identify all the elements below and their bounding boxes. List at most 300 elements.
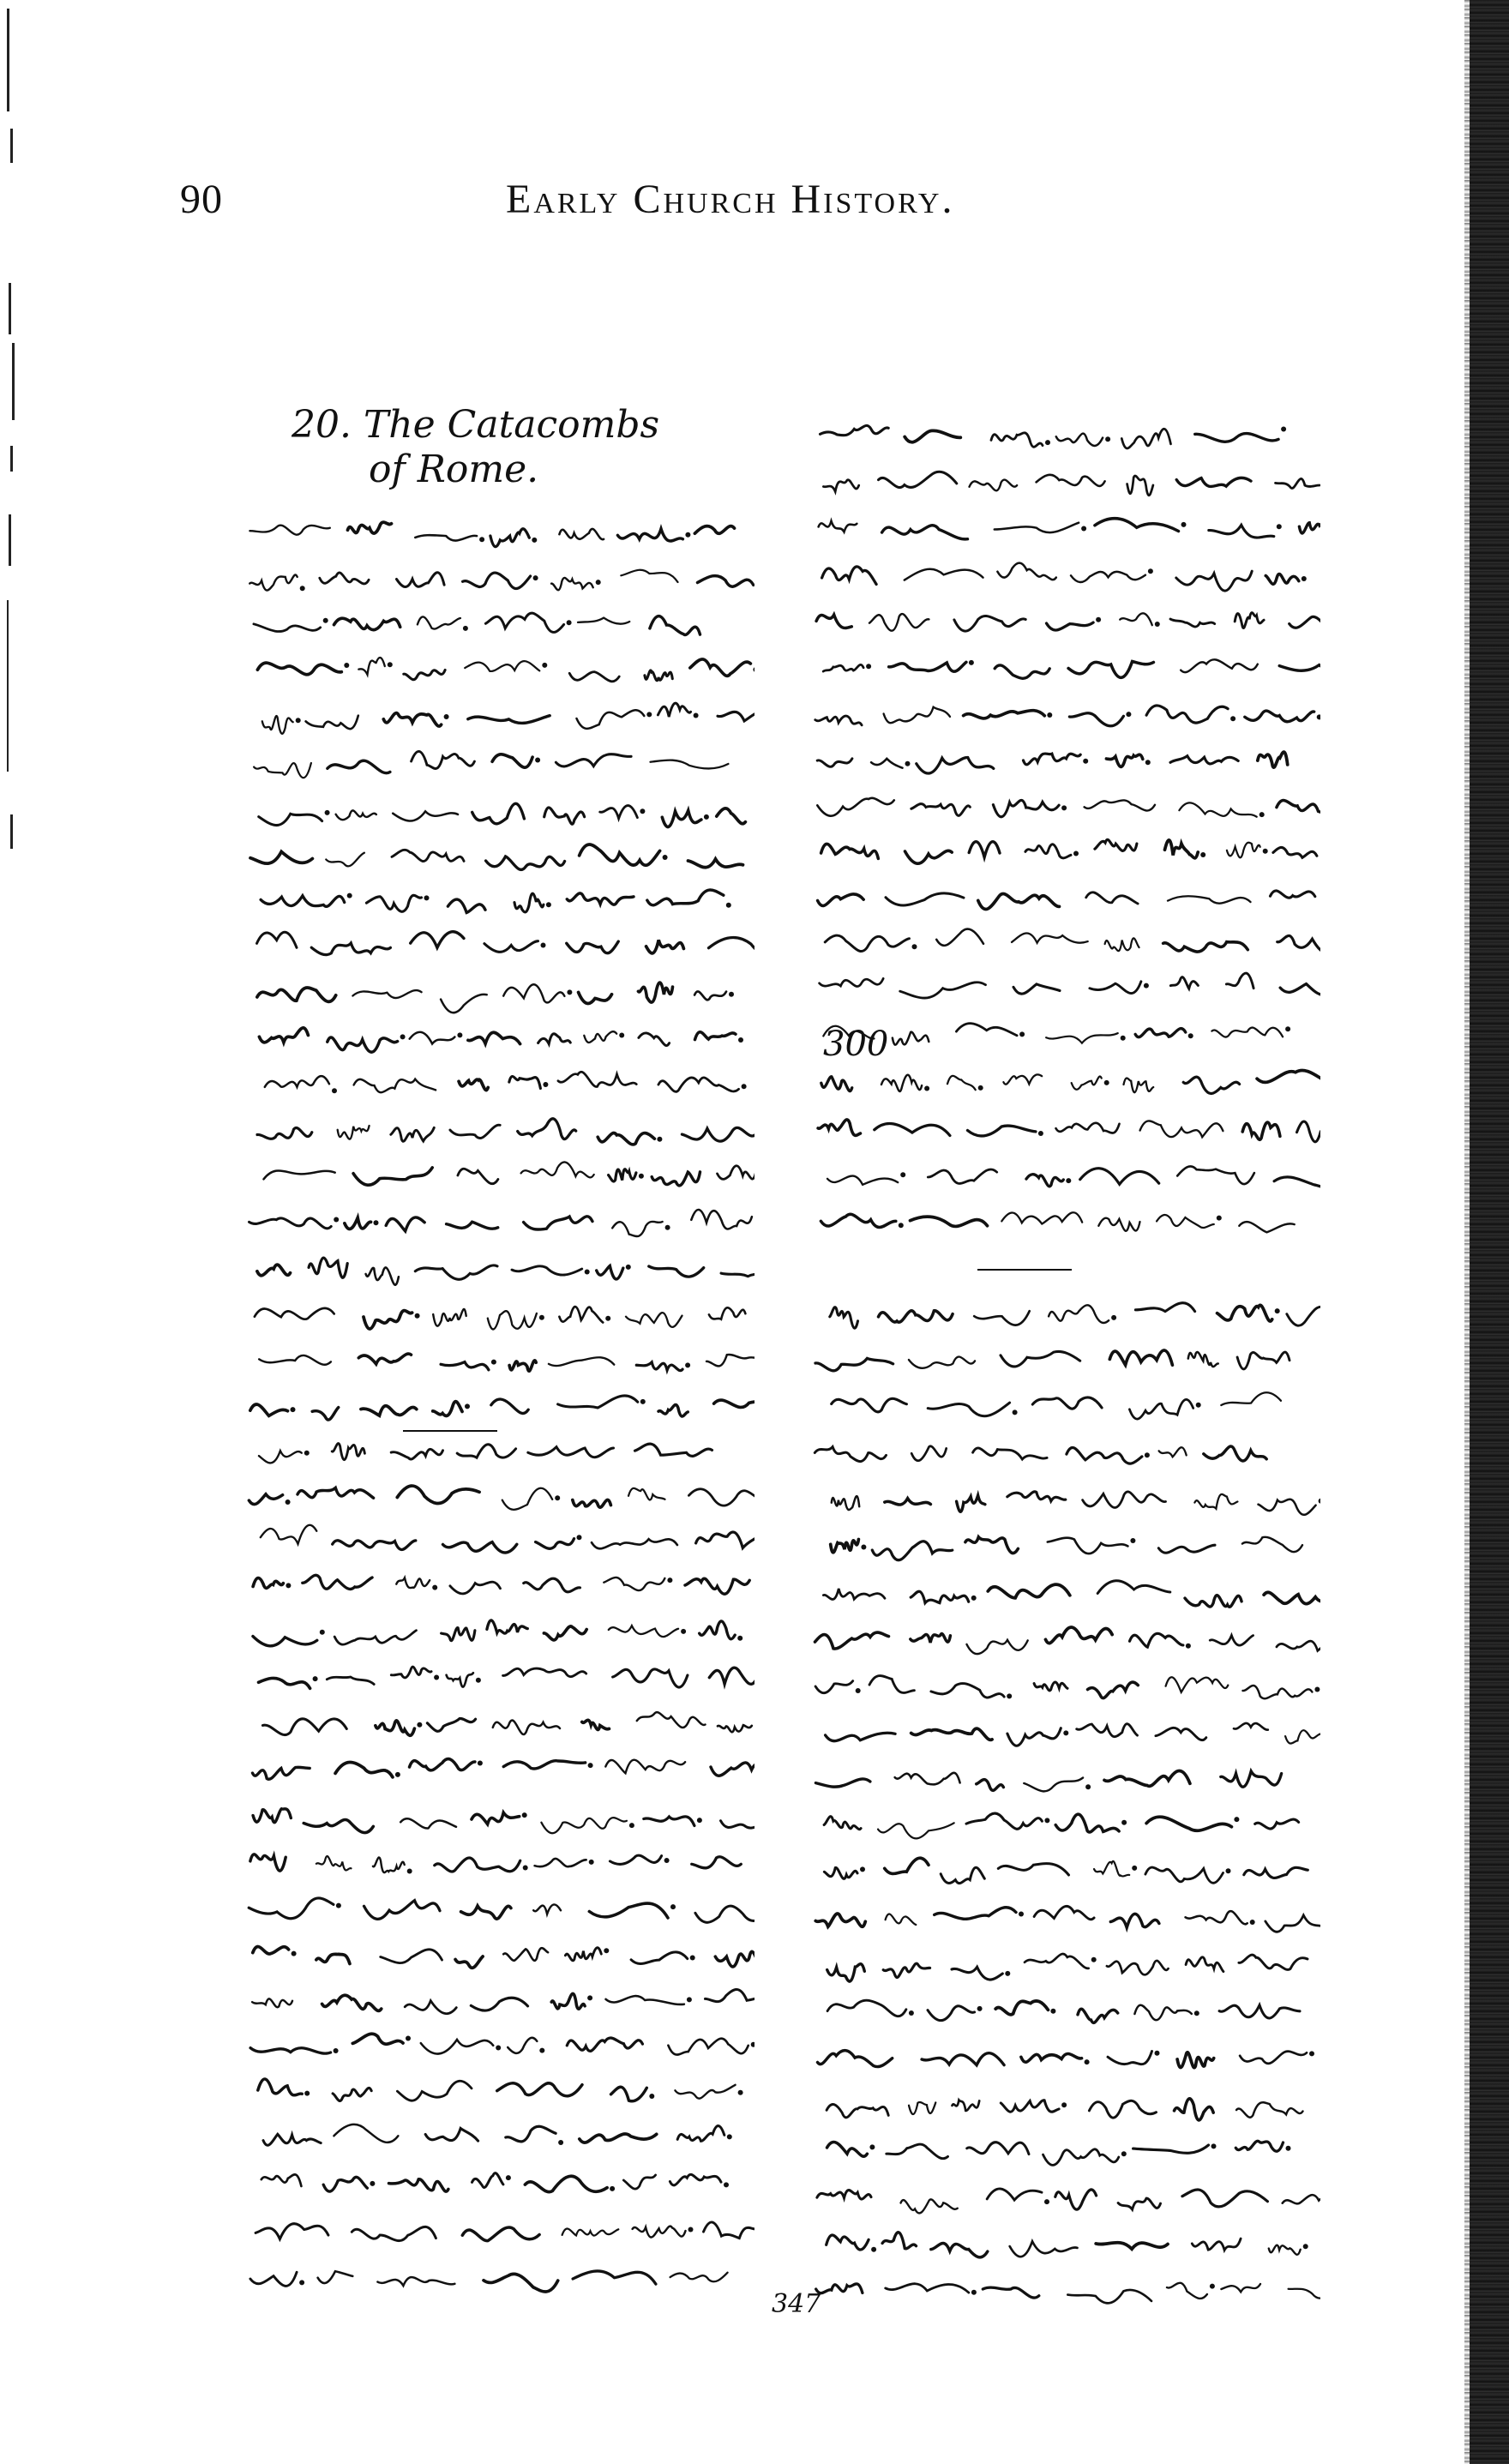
shorthand-stroke [457, 1445, 515, 1457]
shorthand-stroke [623, 2175, 655, 2189]
shorthand-dot [1019, 1031, 1025, 1037]
shorthand-stroke [825, 935, 909, 952]
shorthand-stroke [312, 1408, 339, 1420]
shorthand-stroke [249, 1218, 332, 1229]
shorthand-dot [605, 1316, 610, 1321]
shorthand-stroke [1068, 662, 1153, 678]
shorthand-dot [1200, 852, 1205, 857]
shorthand-stroke [995, 665, 1049, 678]
scan-margin-artifacts [5, 0, 24, 1029]
shorthand-dot [523, 1866, 528, 1871]
shorthand-stroke [1157, 1215, 1214, 1228]
shorthand-stroke [427, 1718, 475, 1731]
shorthand-stroke [1245, 711, 1314, 722]
shorthand-dot [1230, 716, 1235, 721]
shorthand-stroke [628, 1488, 665, 1500]
shorthand-stroke [995, 2001, 1048, 2015]
shorthand-dot [491, 1360, 496, 1365]
shorthand-stroke [884, 707, 950, 724]
shorthand-stroke [998, 1864, 1068, 1875]
shorthand-stroke [956, 1024, 1017, 1036]
shorthand-stroke [544, 1626, 586, 1640]
shorthand-stroke [821, 844, 879, 858]
shorthand-stroke [493, 1721, 560, 1734]
shorthand-dot [694, 713, 699, 718]
shorthand-stroke [262, 1719, 346, 1735]
shorthand-dot [1314, 1687, 1320, 1692]
shorthand-stroke [1032, 1397, 1102, 1409]
shorthand-stroke [551, 1993, 585, 2009]
shorthand-stroke [366, 1267, 399, 1284]
shorthand-stroke [352, 2227, 436, 2240]
shorthand-stroke [647, 890, 724, 905]
shorthand-dot [1181, 522, 1187, 527]
shorthand-dot [900, 1172, 905, 1177]
shorthand-dot [543, 1082, 548, 1087]
shorthand-stroke [433, 1309, 466, 1326]
shorthand-stroke [1047, 622, 1094, 630]
shorthand-dot [670, 1904, 676, 1909]
shorthand-stroke [883, 1963, 929, 1977]
right-column [772, 403, 1320, 2341]
shorthand-dot [738, 1037, 743, 1043]
shorthand-stroke [991, 433, 1043, 448]
shorthand-dot [415, 1313, 420, 1319]
shorthand-stroke [1287, 1307, 1320, 1325]
shorthand-stroke [1012, 933, 1088, 942]
shorthand-stroke [1001, 2100, 1059, 2112]
shorthand-dot [1007, 1693, 1012, 1698]
shorthand-stroke [393, 811, 458, 820]
shorthand-stroke [578, 618, 629, 624]
shorthand-stroke [249, 526, 329, 535]
shorthand-stroke [253, 1809, 291, 1823]
shorthand-dot [1144, 983, 1149, 989]
shorthand-dot [424, 895, 430, 900]
shorthand-stroke [889, 662, 966, 671]
shorthand-stroke [366, 895, 421, 911]
shorthand-stroke [879, 472, 957, 487]
shorthand-stroke [1183, 1077, 1239, 1093]
shorthand-stroke [718, 705, 754, 721]
shorthand-stroke [832, 1496, 859, 1510]
shorthand-dot [296, 718, 301, 723]
shorthand-stroke [258, 2079, 302, 2095]
shorthand-stroke [636, 1362, 682, 1371]
shorthand-stroke [265, 1076, 329, 1087]
shorthand-dot [737, 1636, 742, 1641]
shorthand-stroke [1264, 1592, 1320, 1603]
shorthand-stroke [257, 932, 298, 947]
shorthand-dot [1196, 1403, 1201, 1408]
shorthand-stroke [397, 573, 445, 587]
shorthand-dot [667, 1578, 672, 1583]
shorthand-stroke [1242, 1537, 1302, 1552]
shorthand-stroke [381, 1950, 442, 1963]
shorthand-stroke [1239, 1955, 1308, 1969]
shorthand-stroke [536, 1539, 574, 1549]
shorthand-dot [533, 575, 538, 580]
shorthand-dot [751, 2042, 754, 2047]
shorthand-stroke [1182, 2190, 1268, 2207]
shorthand-stroke [484, 2274, 558, 2292]
shorthand-stroke [328, 1037, 398, 1052]
shorthand-dot [646, 712, 652, 717]
shorthand-stroke [905, 430, 960, 442]
shorthand-stroke [459, 1079, 488, 1090]
shorthand-dot [639, 1174, 644, 1179]
shorthand-stroke [250, 2272, 297, 2286]
shorthand-stroke [815, 1632, 889, 1649]
shorthand-dot [344, 663, 349, 668]
shorthand-stroke [502, 1488, 552, 1510]
shorthand-stroke [535, 1859, 586, 1866]
shorthand-stroke [882, 526, 968, 539]
shorthand-stroke [941, 1867, 984, 1883]
shorthand-stroke [404, 670, 445, 680]
shorthand-stroke [252, 1998, 292, 2007]
shorthand-stroke [604, 1578, 664, 1590]
shorthand-stroke [606, 1996, 684, 2004]
shorthand-stroke [316, 1856, 352, 1871]
shorthand-stroke [823, 480, 858, 492]
shorthand-stroke [1046, 1033, 1118, 1043]
shorthand-dot [1121, 1820, 1127, 1825]
shorthand-stroke [1274, 1177, 1320, 1191]
shorthand-stroke [358, 658, 385, 675]
shorthand-dot [596, 580, 601, 585]
shorthand-stroke [1175, 2099, 1214, 2120]
shorthand-stroke [644, 1817, 694, 1826]
shorthand-stroke [964, 711, 1045, 718]
shorthand-stroke [1258, 752, 1288, 767]
shorthand-stroke [377, 2277, 454, 2286]
shorthand-dot [1148, 568, 1153, 574]
shorthand-stroke [448, 899, 485, 912]
shorthand-dot [532, 538, 537, 543]
shorthand-stroke [911, 1728, 992, 1740]
shorthand-stroke [815, 1447, 886, 1462]
shorthand-stroke [565, 1948, 601, 1961]
shorthand-stroke [820, 978, 884, 986]
shorthand-stroke [411, 932, 464, 948]
shorthand-stroke [922, 2053, 1004, 2065]
shorthand-stroke [658, 703, 690, 717]
shorthand-stroke [1107, 1961, 1169, 1974]
shorthand-dot [587, 1995, 592, 2000]
shorthand-stroke [819, 521, 857, 532]
scan-edge-border [1470, 0, 1509, 2464]
shorthand-stroke [1001, 1351, 1080, 1367]
shorthand-stroke [815, 1358, 893, 1370]
shorthand-stroke [559, 529, 604, 539]
shorthand-stroke [1226, 973, 1253, 989]
shorthand-stroke [827, 2235, 869, 2250]
shorthand-stroke [253, 1637, 317, 1646]
shorthand-stroke [617, 529, 682, 541]
shorthand-stroke [882, 2233, 916, 2249]
shorthand-stroke [254, 624, 321, 632]
shorthand-stroke [646, 940, 684, 953]
shorthand-dot [1038, 1131, 1043, 1136]
shorthand-stroke [626, 1313, 682, 1327]
shorthand-stroke [691, 1210, 752, 1229]
shorthand-dot [753, 667, 754, 672]
shorthand-dot [1286, 2146, 1291, 2151]
shorthand-stroke [698, 576, 754, 587]
shorthand-stroke [823, 1589, 885, 1599]
shorthand-dot [313, 1676, 318, 1681]
shorthand-dot [541, 943, 546, 948]
shorthand-stroke [410, 1759, 475, 1770]
shorthand-stroke [1083, 1492, 1166, 1508]
shorthand-stroke [1219, 2005, 1300, 2018]
shorthand-stroke [1069, 713, 1123, 726]
shorthand-stroke [817, 2191, 871, 2199]
shorthand-stroke [1221, 1771, 1282, 1787]
shorthand-stroke [1168, 896, 1251, 903]
shorthand-stroke [947, 1076, 976, 1090]
shorthand-stroke [1133, 2145, 1209, 2153]
shorthand-stroke [509, 1361, 536, 1371]
shorthand-dot [479, 537, 484, 542]
shorthand-dot [1194, 2010, 1199, 2016]
shorthand-stroke [1134, 2005, 1191, 2020]
shorthand-stroke [1257, 1071, 1320, 1085]
shorthand-stroke [936, 929, 983, 946]
shorthand-stroke [514, 893, 544, 912]
shorthand-stroke [334, 618, 400, 629]
shorthand-stroke [512, 1266, 582, 1275]
shorthand-dot [589, 1860, 594, 1865]
shorthand-stroke [421, 2040, 493, 2054]
shorthand-stroke [821, 1077, 852, 1091]
shorthand-stroke [823, 664, 863, 671]
shorthand-stroke [262, 716, 293, 734]
shorthand-stroke [1244, 1867, 1308, 1878]
shorthand-stroke [1037, 475, 1105, 486]
shorthand-stroke [567, 893, 634, 904]
shorthand-dot [432, 1585, 437, 1590]
shorthand-stroke [639, 1033, 670, 1046]
shorthand-stroke [259, 1355, 331, 1365]
shorthand-stroke [1034, 1906, 1094, 1919]
shorthand-dot [320, 1630, 325, 1635]
shorthand-stroke [1192, 2239, 1241, 2250]
shorthand-stroke [558, 1072, 636, 1086]
shorthand-stroke [637, 1712, 706, 1728]
shorthand-dot [1091, 1957, 1097, 1962]
shorthand-dot [400, 1034, 406, 1039]
shorthand-stroke [348, 522, 392, 533]
shorthand-stroke [1269, 2245, 1301, 2255]
shorthand-stroke [1108, 2052, 1152, 2064]
shorthand-stroke [1025, 1954, 1089, 1968]
section-title-line1: 20. The Catacombs [292, 403, 660, 447]
shorthand-stroke [468, 716, 550, 724]
shorthand-dot [1281, 427, 1286, 432]
shorthand-stroke [886, 1914, 917, 1925]
shorthand-stroke [1025, 844, 1071, 858]
shorthand-stroke [1098, 1218, 1139, 1231]
shorthand-stroke [400, 1818, 456, 1828]
shorthand-stroke [257, 1265, 291, 1276]
shorthand-stroke [391, 1449, 442, 1459]
shorthand-dot [905, 761, 911, 766]
shorthand-stroke [1266, 1915, 1320, 1932]
shorthand-stroke [1013, 984, 1060, 994]
shorthand-dot [1226, 1868, 1231, 1873]
shorthand-stroke [1127, 476, 1153, 496]
shorthand-dot [1073, 851, 1079, 856]
shorthand-stroke [1237, 1352, 1290, 1369]
shorthand-stroke [255, 1308, 334, 1319]
shorthand-stroke [1211, 1028, 1283, 1037]
shorthand-stroke [567, 2038, 642, 2051]
shorthand-stroke [715, 1951, 754, 1967]
shorthand-stroke [472, 1812, 520, 1824]
shorthand-stroke [1086, 892, 1138, 904]
shorthand-stroke [700, 1621, 736, 1639]
shorthand-stroke [928, 1403, 1009, 1416]
shorthand-stroke [1104, 1770, 1190, 1786]
shorthand-stroke [869, 1676, 914, 1693]
shorthand-stroke [503, 1761, 585, 1769]
number-300: 300 [823, 1025, 889, 1064]
shorthand-stroke [1242, 1122, 1280, 1139]
shorthand-stroke [675, 2085, 735, 2099]
shorthand-stroke [824, 1867, 857, 1878]
shorthand-stroke [635, 1444, 712, 1456]
shorthand-stroke [584, 1031, 616, 1043]
section-title-line2: of Rome. [369, 448, 539, 491]
shorthand-dot [1188, 1033, 1193, 1038]
shorthand-stroke [610, 1855, 661, 1864]
shorthand-stroke [309, 1258, 347, 1277]
shorthand-stroke [709, 937, 755, 954]
shorthand-stroke [815, 1779, 870, 1787]
shorthand-stroke [690, 659, 751, 676]
shorthand-stroke [592, 1539, 677, 1548]
shorthand-dot [444, 714, 449, 719]
shorthand-stroke [1118, 2198, 1160, 2209]
shorthand-stroke [261, 896, 345, 907]
shorthand-stroke [1090, 982, 1141, 994]
shorthand-stroke [450, 1125, 500, 1138]
shorthand-stroke [418, 616, 460, 628]
shorthand-stroke [1159, 1447, 1187, 1457]
shorthand-stroke [472, 2173, 503, 2188]
shorthand-stroke [1088, 1682, 1139, 1698]
shorthand-dot [729, 992, 734, 997]
shorthand-stroke [677, 2126, 724, 2142]
shorthand-stroke [871, 759, 902, 768]
shorthand-stroke [484, 941, 538, 953]
shorthand-stroke [1048, 1538, 1128, 1554]
shorthand-stroke [1195, 434, 1278, 442]
shorthand-dot [567, 620, 572, 625]
shorthand-dot [860, 1866, 865, 1872]
shorthand-stroke [455, 1956, 483, 1968]
shorthand-stroke [250, 1854, 286, 1871]
shorthand-stroke [249, 575, 298, 591]
shorthand-stroke [1210, 1636, 1253, 1646]
shorthand-stroke [978, 894, 1060, 910]
shorthand-stroke [694, 991, 726, 1000]
shorthand-stroke [468, 1032, 520, 1043]
shorthand-stroke [831, 1540, 859, 1553]
shorthand-dot [1104, 1080, 1109, 1085]
shorthand-dot [1105, 436, 1110, 442]
shorthand-stroke [997, 563, 1055, 580]
shorthand-stroke [900, 983, 986, 998]
shorthand-stroke [611, 2087, 647, 2101]
shorthand-dot [1211, 2143, 1217, 2148]
shorthand-stroke [577, 710, 645, 729]
shorthand-stroke [573, 1499, 611, 1507]
shorthand-dot [977, 2006, 983, 2011]
shorthand-stroke [1129, 1399, 1193, 1419]
shorthand-stroke [1259, 1499, 1316, 1515]
shorthand-stroke [391, 1667, 431, 1678]
shorthand-dot [1047, 712, 1052, 718]
shorthand-dot [726, 903, 731, 908]
shorthand-stroke [503, 1948, 548, 1961]
shorthand-stroke [621, 570, 677, 582]
shorthand-dot [690, 1956, 695, 1961]
shorthand-stroke [441, 995, 487, 1013]
shorthand-stroke [1236, 2102, 1303, 2117]
shorthand-stroke [580, 844, 660, 865]
shorthand-stroke [333, 2088, 371, 2100]
shorthand-dot [899, 1223, 904, 1228]
shorthand-stroke [1140, 1121, 1223, 1137]
shorthand-stroke [298, 1487, 374, 1498]
shorthand-stroke [692, 1857, 742, 1868]
shorthand-stroke [259, 814, 322, 825]
shorthand-stroke [827, 2000, 906, 2016]
shorthand-stroke [1120, 613, 1152, 625]
shorthand-stroke [487, 1620, 527, 1633]
shorthand-stroke [383, 713, 441, 726]
shorthand-dot [1061, 805, 1067, 810]
shorthand-text-right [806, 403, 1320, 2341]
shorthand-stroke [1043, 2149, 1119, 2166]
shorthand-text-left [240, 403, 754, 2341]
shorthand-dot [388, 662, 393, 667]
shorthand-stroke [651, 760, 729, 769]
shorthand-stroke [461, 1906, 511, 1919]
shorthand-stroke [717, 808, 746, 824]
shorthand-dot [1050, 2009, 1055, 2014]
shorthand-dot [1145, 760, 1151, 765]
shorthand-stroke [263, 2134, 321, 2145]
shorthand-stroke [412, 751, 475, 768]
shorthand-stroke [969, 842, 1000, 857]
shorthand-dot [1303, 2244, 1308, 2249]
shorthand-stroke [1056, 1123, 1120, 1133]
shorthand-stroke [506, 2126, 556, 2142]
shorthand-dot [1234, 1817, 1239, 1822]
shorthand-stroke [1026, 1175, 1063, 1187]
shorthand-stroke [1176, 478, 1251, 486]
shorthand-stroke [1096, 2243, 1168, 2250]
shorthand-stroke [1239, 1222, 1294, 1232]
shorthand-stroke [817, 759, 852, 767]
shorthand-stroke [447, 1222, 498, 1229]
shorthand-stroke [1010, 2241, 1078, 2257]
shorthand-dot [866, 664, 871, 669]
